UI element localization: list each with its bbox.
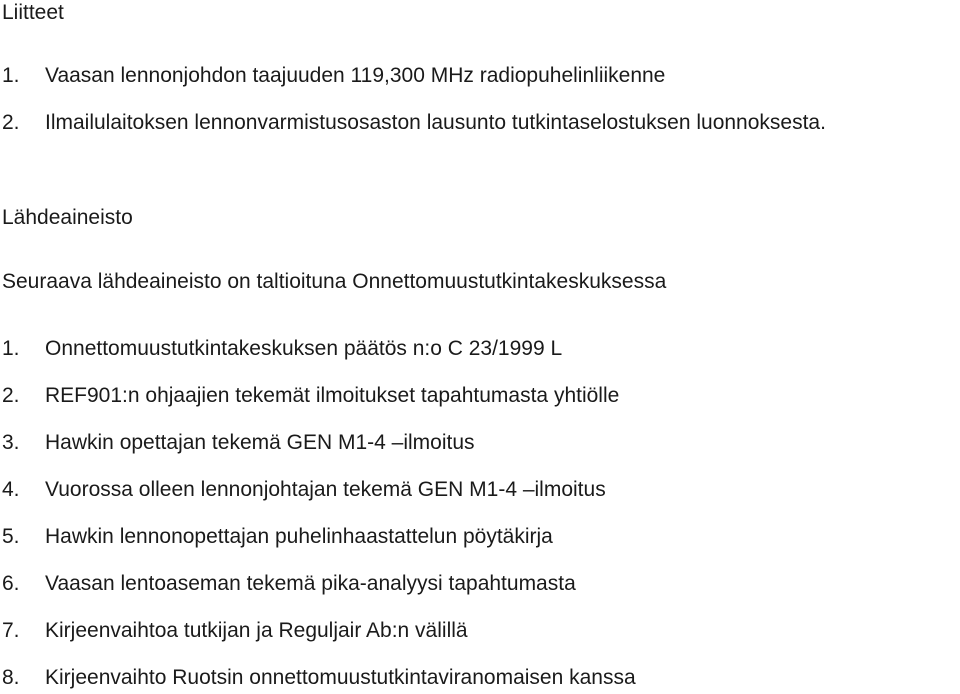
list-item-text: Vaasan lennonjohdon taajuuden 119,300 MHz radiopuhelinliikenne: [45, 64, 666, 87]
list-item-number: 1.: [2, 337, 20, 360]
list-item-number: 4.: [2, 478, 20, 501]
list-item-text: Onnettomuustutkintakeskuksen päätös n:o C 23/1999 L: [45, 337, 563, 360]
list-item-text: Kirjeenvaihtoa tutkijan ja Reguljair Ab:n välillä: [45, 619, 468, 642]
list-item-text: Kirjeenvaihto Ruotsin onnettomuustutkintaviranomaisen kanssa: [45, 666, 636, 689]
list-item-text: Hawkin lennonopettajan puhelinhaastattelun pöytäkirja: [45, 525, 553, 548]
list-item-text: REF901:n ohjaajien tekemät ilmoitukset tapahtumasta yhtiölle: [45, 384, 620, 407]
list-item-number: 2.: [2, 111, 20, 134]
list-item-text: Ilmailulaitoksen lennonvarmistusosaston lausunto tutkintaselostuksen luonnoksesta.: [45, 111, 826, 134]
sources-heading: Lähdeaineisto: [2, 206, 133, 229]
list-item-number: 6.: [2, 572, 20, 595]
list-item-text: Vuorossa olleen lennonjohtajan tekemä GEN M1-4 –ilmoitus: [45, 478, 606, 501]
attachments-heading: Liitteet: [2, 1, 64, 24]
list-item-number: 8.: [2, 666, 20, 689]
list-item-number: 1.: [2, 64, 20, 87]
list-item-number: 5.: [2, 525, 20, 548]
list-item-number: 7.: [2, 619, 20, 642]
list-item-text: Hawkin opettajan tekemä GEN M1-4 –ilmoitus: [45, 431, 475, 454]
list-item-text: Vaasan lentoaseman tekemä pika-analyysi tapahtumasta: [45, 572, 576, 595]
sources-intro: Seuraava lähdeaineisto on taltioituna Onnettomuustutkintakeskuksessa: [2, 270, 667, 293]
list-item-number: 3.: [2, 431, 20, 454]
list-item-number: 2.: [2, 384, 20, 407]
